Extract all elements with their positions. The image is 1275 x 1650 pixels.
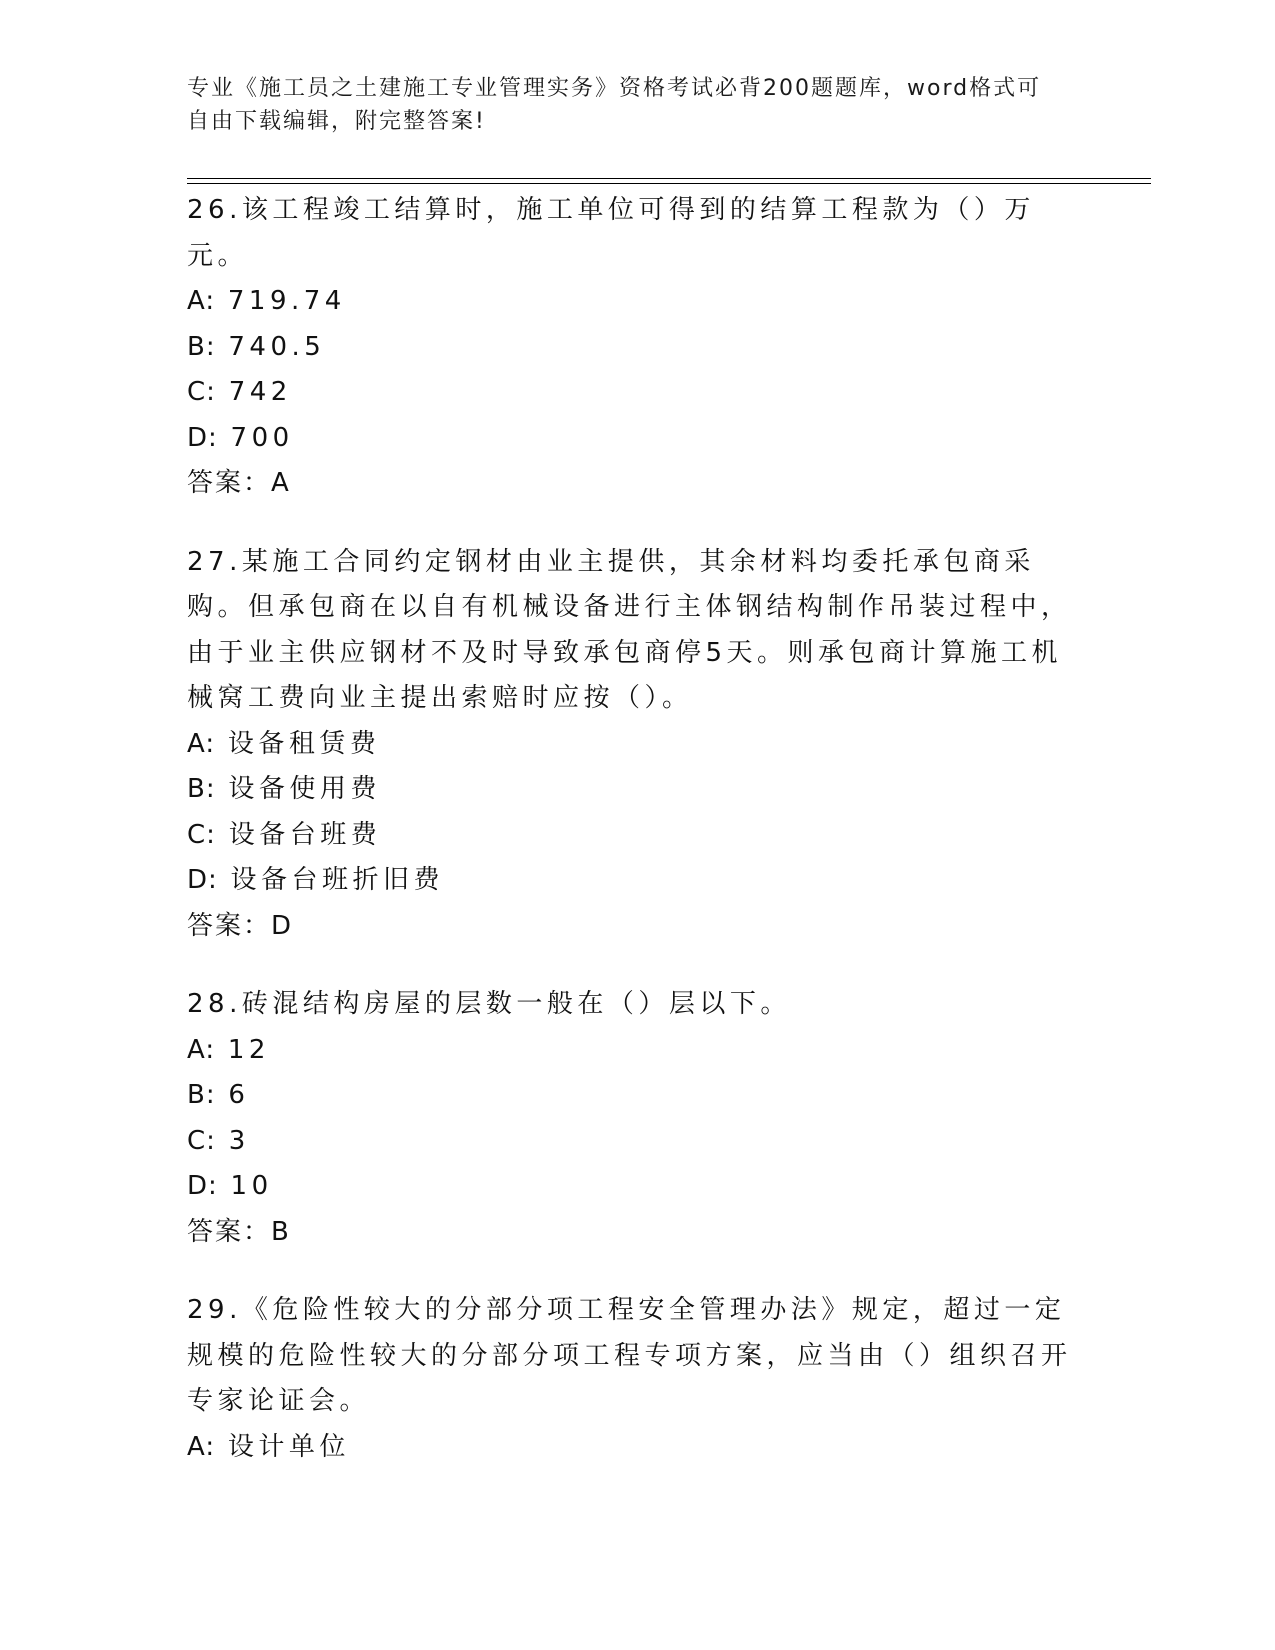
option-text: 3 (228, 1125, 250, 1156)
answer-line: 答案：B (187, 1216, 291, 1247)
header-divider-top (187, 178, 1151, 179)
option-text: 设备台班折旧费 (230, 865, 445, 895)
option-letter: D: (187, 865, 218, 895)
option-a (187, 722, 1087, 768)
option-b (187, 767, 1087, 813)
option-a (187, 279, 1087, 325)
question-stem: 28.砖混结构房屋的层数一般在（）层以下。 (187, 989, 791, 1019)
question-list (187, 188, 1087, 1503)
option-text: 719.74 (227, 286, 346, 316)
option-c (187, 370, 1087, 416)
option-letter: A: (187, 1431, 216, 1462)
option-b (187, 1073, 1087, 1119)
option-a (187, 1028, 1087, 1074)
option-text: 742 (228, 377, 292, 407)
question-29 (187, 1288, 1087, 1470)
option-letter: B: (187, 774, 216, 804)
option-text: 设备租赁费 (227, 728, 381, 759)
header-line-1: 专业《施工员之土建施工专业管理实务》资格考试必背200题题库，word格式可 (187, 76, 1042, 101)
question-26 (187, 188, 1087, 507)
document-header (187, 72, 1087, 138)
option-letter: C: (187, 819, 216, 850)
answer-line: 答案：D (187, 910, 294, 941)
option-letter: C: (187, 377, 216, 407)
header-divider-bottom (187, 183, 1151, 184)
option-letter: A: (187, 1034, 216, 1065)
answer-line: 答案：A (187, 468, 291, 498)
header-line-2: 自由下载编辑，附完整答案! (187, 109, 486, 134)
question-stem: 26.该工程竣工结算时，施工单位可得到的结算工程款为（）万元。 (187, 195, 1035, 271)
option-text: 700 (230, 422, 294, 453)
option-c (187, 1119, 1087, 1165)
question-28 (187, 982, 1087, 1255)
option-letter: D: (187, 422, 218, 453)
option-text: 740.5 (228, 331, 326, 362)
question-stem: 29.《危险性较大的分部分项工程安全管理办法》规定，超过一定规模的危险性较大的分部分项工程专项方案，应当由（）组织召开专家论证会。 (187, 1295, 1072, 1416)
option-text: 设备使用费 (228, 774, 381, 804)
option-text: 设计单位 (227, 1431, 350, 1462)
option-letter: C: (187, 1125, 216, 1156)
option-letter: B: (187, 1080, 216, 1110)
option-letter: A: (187, 728, 216, 759)
option-d (187, 1164, 1087, 1210)
option-d (187, 416, 1087, 462)
option-b (187, 325, 1087, 371)
question-stem: 27.某施工合同约定钢材由业主提供，其余材料均委托承包商采购。但承包商在以自有机械设备进行主体钢结构制作吊装过程中，由于业主供应钢材不及时导致承包商停5天。则承包商计算施工机械窝工费向业主提出索赔时应按（）。 (187, 546, 1072, 713)
question-27 (187, 540, 1087, 950)
option-d (187, 858, 1087, 904)
option-letter: D: (187, 1171, 218, 1201)
option-text: 12 (227, 1034, 270, 1065)
option-a (187, 1425, 1087, 1471)
option-letter: B: (187, 331, 216, 362)
option-text: 6 (228, 1080, 250, 1110)
option-c (187, 813, 1087, 859)
option-text: 10 (230, 1171, 273, 1201)
option-letter: A: (187, 286, 216, 316)
option-text: 设备台班费 (228, 819, 382, 850)
